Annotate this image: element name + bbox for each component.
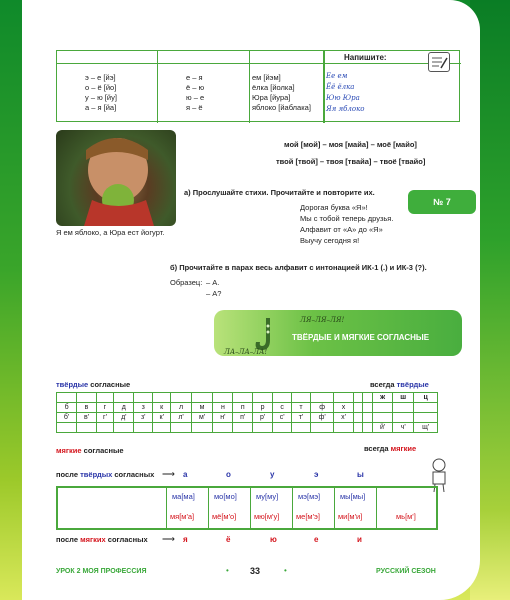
consonant-soft: г' — [96, 413, 113, 423]
soft-vowel: ё — [226, 535, 231, 544]
consonant-table — [56, 392, 438, 433]
table-row — [57, 403, 438, 413]
consonant-hard: к — [153, 403, 171, 413]
consonant-soft: д' — [114, 413, 134, 423]
consonant-soft: ф' — [310, 413, 334, 423]
consonant-hard: д — [114, 403, 134, 413]
soft-vowel: е — [314, 535, 319, 544]
table-col4-4: Яя яблоко — [326, 105, 365, 113]
sample-label: Образец: — [170, 278, 203, 287]
table-col2-2: ё – ю — [186, 83, 205, 92]
poem-line-2: Мы с тобой теперь друзья. — [300, 214, 394, 223]
consonant-hard: м — [191, 403, 213, 413]
consonant-soft: с' — [273, 413, 292, 423]
exercise-b-title: б) Прочитайте в парах весь алфавит с интонацией ИК-1 (.) и ИК-3 (?). — [170, 263, 427, 272]
consonant-soft: к' — [153, 413, 171, 423]
consonant-always-soft: щ' — [414, 423, 438, 433]
syllable-soft: мя[м'а] — [170, 512, 195, 521]
table-col2-4: я – ё — [186, 103, 203, 112]
consonant-always-soft: ч' — [393, 423, 414, 433]
always-hard-label: всегда твёрдые — [370, 380, 429, 389]
hard-vowel: о — [226, 470, 231, 479]
soft-vowel: и — [357, 535, 362, 544]
boy-with-apple-photo — [56, 130, 176, 226]
notepad-icon — [428, 52, 450, 72]
consonant-hard: г — [96, 403, 113, 413]
banner-la-bottom: ЛА–ЛА–ЛА! — [224, 348, 268, 356]
consonant-hard: в — [77, 403, 97, 413]
table-row — [57, 413, 438, 423]
consonant-hard: з — [134, 403, 153, 413]
consonant-hard: х — [334, 403, 353, 413]
arrow-icon: ⟶ — [162, 469, 175, 479]
consonant-always-hard: ц — [414, 393, 438, 403]
soft-vowel: ю — [270, 535, 277, 544]
hard-vowel: у — [270, 470, 275, 479]
arrow-icon: ⟶ — [162, 534, 175, 544]
consonant-soft: н' — [213, 413, 233, 423]
consonant-soft: м' — [191, 413, 213, 423]
sample-line-2: – А? — [206, 289, 222, 298]
consonant-soft: в' — [77, 413, 97, 423]
table-col3-4: яблоко [йаблака] — [252, 103, 311, 112]
banner-la-top: ЛЯ–ЛЯ–ЛЯ! — [300, 316, 345, 324]
footer-lesson: УРОК 2 МОЯ ПРОФЕССИЯ — [56, 568, 147, 575]
syllable-soft: ми[м'и] — [338, 512, 363, 521]
consonant-hard: ф — [310, 403, 334, 413]
consonant-hard: т — [292, 403, 311, 413]
after-hard-label: после твёрдых согласных — [56, 470, 155, 479]
photo-caption: Я ем яблоко, а Юра ест йогурт. — [56, 228, 165, 237]
table-col1-4: а – я [йа] — [85, 103, 117, 112]
consonant-soft: з' — [134, 413, 153, 423]
table-col1-2: о – ё [йо] — [85, 83, 117, 92]
consonant-soft: т' — [292, 413, 311, 423]
consonant-hard: б — [57, 403, 77, 413]
syllable-soft: мю[м'у] — [254, 512, 280, 521]
banner-title: ТВЁРДЫЕ И МЯГКИЕ СОГЛАСНЫЕ — [292, 333, 430, 342]
consonant-hard: н — [213, 403, 233, 413]
moy-line: мой [мой] – моя [майа] – моё [майо] — [284, 140, 417, 149]
soft-consonants-label: мягкие согласные — [56, 446, 124, 455]
table-col3-3: Юра [йура] — [252, 93, 291, 102]
consonant-always-hard: ш — [393, 393, 414, 403]
hard-vowel: э — [314, 470, 319, 479]
syllable-hard: мэ[мэ] — [298, 492, 321, 501]
always-soft-label: всегда мягкие — [364, 444, 417, 453]
poem-line-1: Дорогая буква «Я»! — [300, 203, 368, 212]
after-soft-label: после мягких согласных — [56, 535, 148, 544]
syllable-hard: ма[ма] — [172, 492, 195, 501]
consonant-hard: л — [171, 403, 191, 413]
syllable-soft: мё[м'о] — [212, 512, 237, 521]
consonant-soft: р' — [253, 413, 273, 423]
table-col1-3: у – ю [йу] — [85, 93, 117, 102]
table-col3-1: ем [йэм] — [252, 73, 281, 82]
table-col3-2: ёлка [йолка] — [252, 83, 295, 92]
consonant-soft: л' — [171, 413, 191, 423]
table-col1-1: э – е [йэ] — [85, 73, 116, 82]
syllable-soft-sign: мь[м'] — [396, 512, 416, 521]
consonant-hard: п — [233, 403, 253, 413]
poem-line-3: Алфавит от «А» до «Я» — [300, 225, 383, 234]
table-col2-3: ю – е — [186, 93, 205, 102]
write-header: Напишите: — [344, 53, 387, 62]
page-number: 33 — [250, 566, 261, 576]
consonant-soft: х' — [334, 413, 353, 423]
syllable-table — [56, 486, 438, 530]
syllable-hard: мы[мы] — [340, 492, 366, 501]
table-col4-2: Ёё ёлка — [326, 83, 355, 91]
exercise-a-title: а) Прослушайте стихи. Прочитайте и повторите их. — [184, 188, 375, 197]
consonant-hard: с — [273, 403, 292, 413]
sample-line-1: – А. — [206, 278, 220, 287]
poem-line-4: Выучу сегодня я! — [300, 236, 360, 245]
syllable-hard: мо[мо] — [214, 492, 237, 501]
exercise-number-badge: № 7 — [408, 190, 476, 214]
soft-vowel: я — [183, 535, 188, 544]
table-row — [57, 393, 438, 403]
footer-dot-left: • — [226, 566, 229, 575]
hard-vowel: а — [183, 470, 188, 479]
table-row — [57, 423, 438, 433]
table-col4-1: Ее ем — [326, 72, 348, 80]
consonant-always-soft: й' — [373, 423, 393, 433]
tvoy-line: твой [твой] – твоя [твайа] – твоё [твайо] — [276, 157, 426, 166]
table-col2-1: е – я — [186, 73, 203, 82]
table-col4-3: Юю Юра — [326, 94, 360, 102]
consonant-hard: р — [253, 403, 273, 413]
hard-consonants-label: твёрдые согласные — [56, 380, 131, 389]
hard-vowel: ы — [357, 470, 364, 479]
consonant-always-hard: ж — [373, 393, 393, 403]
syllable-hard: му[му] — [256, 492, 279, 501]
footer-book-title: РУССКИЙ СЕЗОН — [376, 568, 436, 575]
footer-dot-right: • — [284, 566, 287, 575]
syllable-soft: ме[м'э] — [296, 512, 320, 521]
consonant-soft: п' — [233, 413, 253, 423]
consonant-soft: б' — [57, 413, 77, 423]
